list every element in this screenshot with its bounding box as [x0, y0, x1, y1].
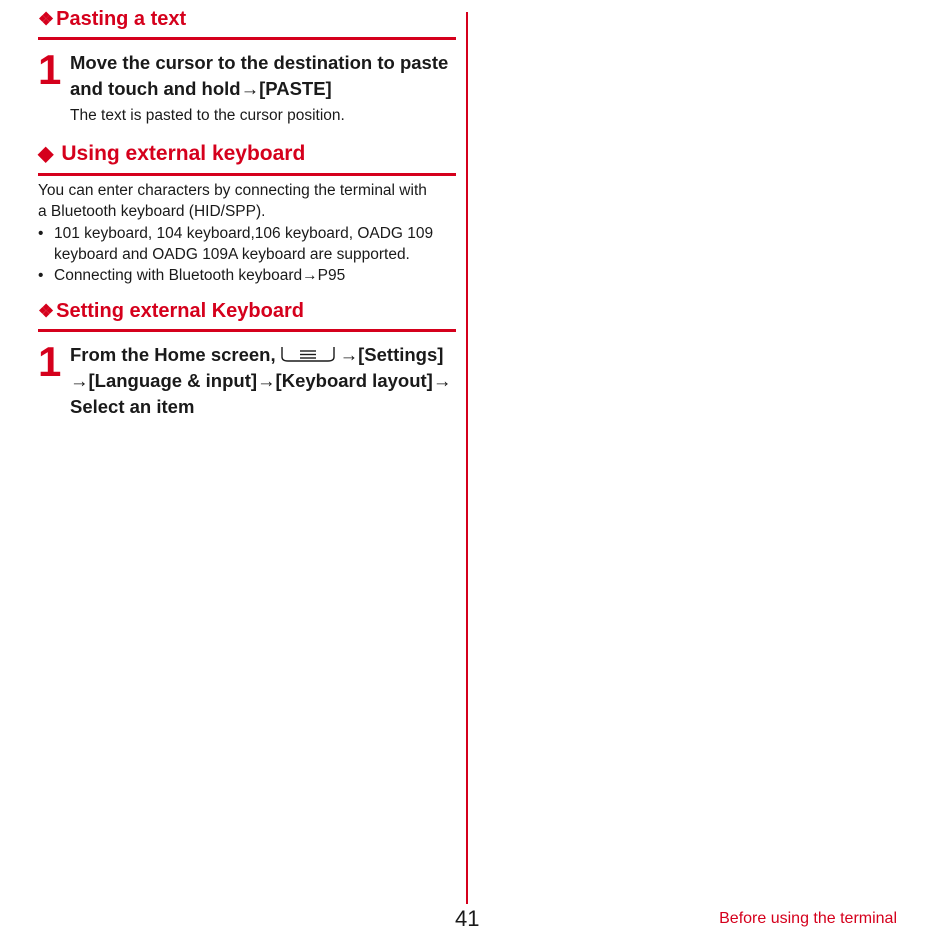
section-rule: [38, 37, 456, 40]
bullet-dot-icon: •: [38, 225, 44, 242]
menu-key-icon: [280, 344, 336, 362]
step-number: 1: [38, 46, 62, 93]
step-instruction-line3: Select an item: [70, 396, 195, 417]
intro-line1: You can enter characters by connecting the terminal with: [38, 182, 427, 199]
section-heading-external-keyboard: [38, 141, 456, 167]
step-instruction-line1: Move the cursor to the destination to paste: [70, 52, 449, 73]
arrow-icon: →: [339, 344, 359, 365]
step-instruction-line2: [70, 368, 460, 394]
arrow-icon: →: [70, 370, 89, 391]
bullet-line1-text: Connecting with Bluetooth keyboard: [54, 267, 303, 284]
bullet-text: [54, 265, 458, 286]
intro-line2: a Bluetooth keyboard (HID/SPP).: [38, 203, 266, 220]
filled-diamond-icon: ◆: [38, 143, 54, 165]
section-title: Using external keyboard: [61, 142, 306, 165]
bullet-line1: 101 keyboard, 104 keyboard,106 keyboard, OADG 109: [54, 225, 434, 242]
arrow-icon: →: [257, 370, 276, 391]
step-instruction-line2: [70, 76, 460, 102]
bullet-text: [54, 223, 458, 265]
page-reference-link[interactable]: P95: [317, 267, 346, 284]
section-heading-setting-keyboard: [38, 299, 456, 323]
bullet-dot-icon: •: [38, 267, 44, 284]
step-description: The text is pasted to the cursor position.: [70, 107, 345, 124]
language-input-label: [Language & input]: [88, 370, 258, 391]
diamond-ornament-icon: ❖: [38, 9, 55, 29]
bullet-item: [38, 265, 458, 286]
step-instruction: [70, 50, 460, 102]
settings-label: [Settings]: [358, 344, 444, 365]
section-rule: [38, 329, 456, 332]
column-divider: [466, 12, 468, 904]
section-title: Pasting a text: [56, 8, 187, 30]
step-instruction-line1: [70, 342, 460, 368]
step-instruction: [70, 342, 460, 420]
diamond-ornament-icon: ❖: [38, 301, 55, 321]
arrow-icon: →: [432, 370, 452, 391]
section-heading-pasting: [38, 7, 456, 31]
section-title: Setting external Keyboard: [56, 300, 304, 322]
section-rule: [38, 173, 456, 176]
bullet-item: [38, 223, 458, 265]
paste-label: [PASTE]: [259, 78, 332, 99]
intro-paragraph: [38, 180, 456, 222]
page-number: 41: [455, 906, 480, 931]
arrow-icon: →: [302, 267, 318, 284]
step-number: 1: [38, 338, 62, 385]
arrow-icon: →: [240, 78, 260, 99]
bullet-line2: keyboard and OADG 109A keyboard are supported.: [54, 246, 410, 263]
chapter-label: Before using the terminal: [719, 910, 897, 927]
instruction-text: From the Home screen,: [70, 344, 276, 365]
instruction-text: and touch and hold: [70, 78, 241, 99]
keyboard-layout-label: [Keyboard layout]: [275, 370, 433, 391]
